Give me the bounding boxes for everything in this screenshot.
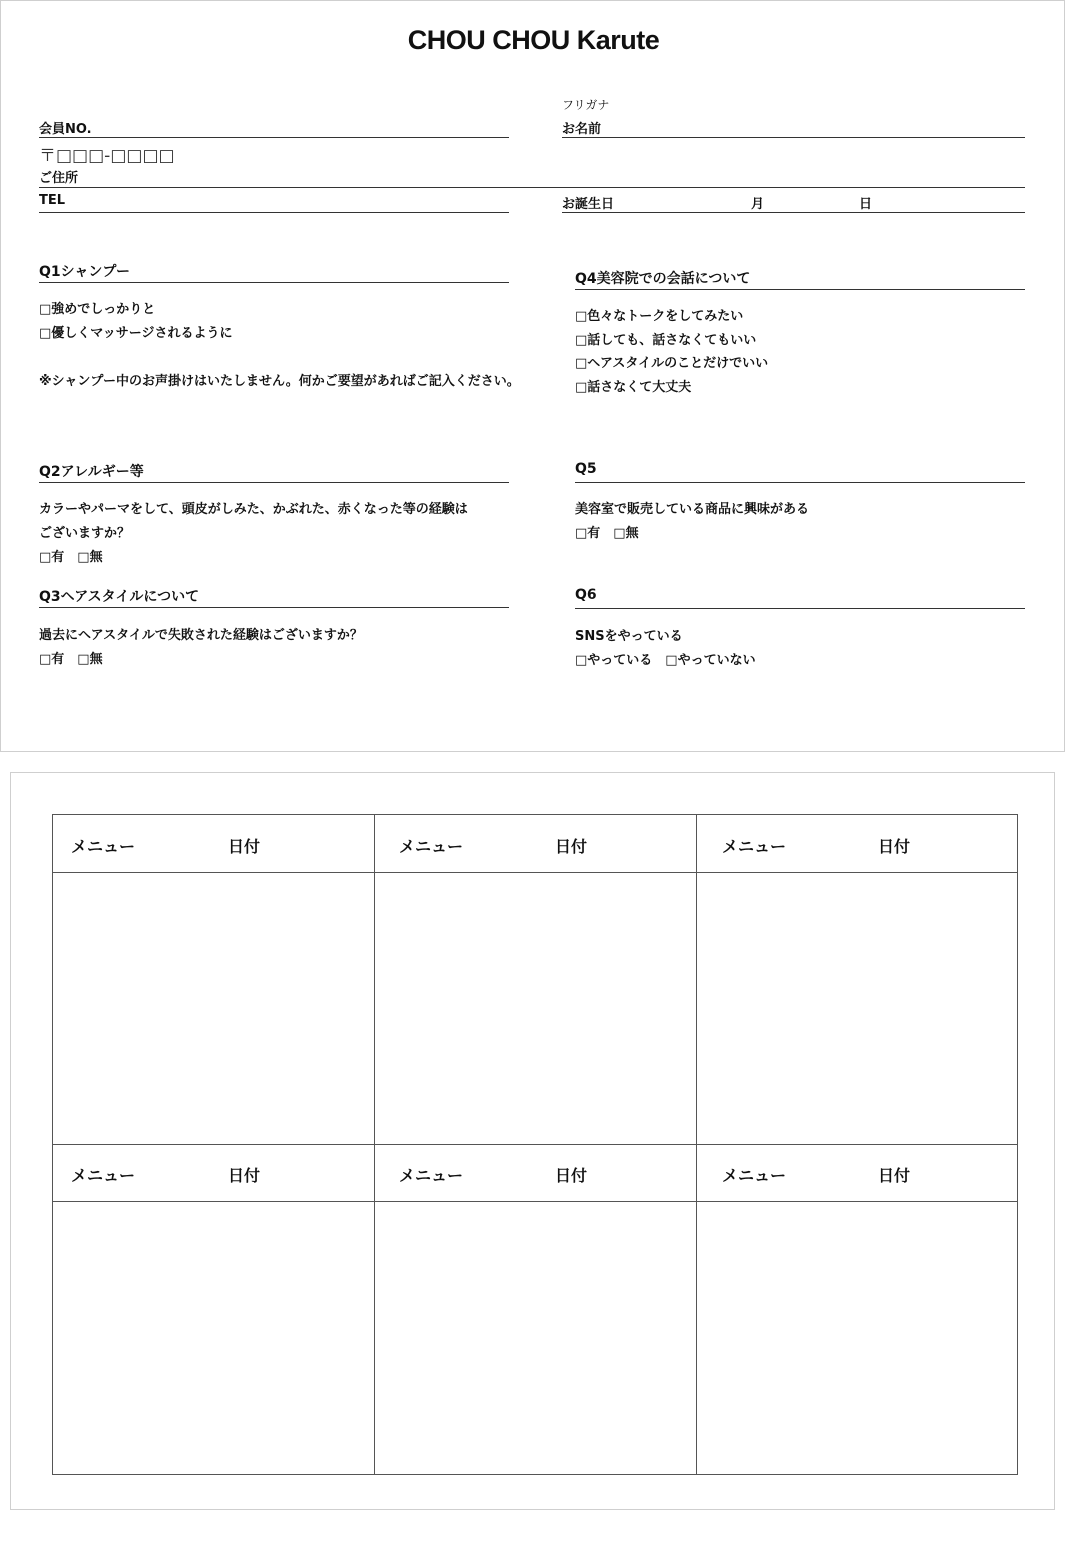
- q4-heading: Q4美容院での会話について: [575, 271, 751, 287]
- q2-question-line1: カラーやパーマをして、頭皮がしみた、かぶれた、赤くなった等の経験は: [39, 502, 468, 517]
- record-5-menu-label: メニュー: [399, 1166, 464, 1185]
- q5-answer-checkboxes[interactable]: □有 □無: [575, 526, 639, 541]
- form-title: CHOU CHOU Karute: [407, 25, 660, 55]
- record-2-menu-label: メニュー: [399, 837, 464, 856]
- record-3-notes-area[interactable]: [697, 873, 1017, 1144]
- q4-option-no-talk[interactable]: □話さなくて大丈夫: [575, 380, 692, 395]
- birthday-month-label: 月: [751, 197, 765, 212]
- q1-divider: [39, 282, 509, 283]
- record-2-date-label: 日付: [555, 837, 588, 856]
- visit-records-sheet: [10, 772, 1055, 1510]
- q6-heading: Q6: [575, 587, 597, 603]
- birthday-field[interactable]: [562, 212, 1025, 213]
- q5-question: 美容室で販売している商品に興味がある: [575, 502, 810, 517]
- q3-question: 過去にヘアスタイルで失敗された経験はございますか？: [39, 628, 363, 643]
- karute-form-sheet: [0, 0, 1065, 752]
- name-label: お名前: [562, 122, 602, 137]
- record-3-menu-label: メニュー: [722, 837, 787, 856]
- record-6-menu-label: メニュー: [722, 1166, 787, 1185]
- visit-records-grid: [52, 814, 1018, 1475]
- q3-divider: [39, 607, 509, 608]
- q1-note: ※シャンプー中のお声掛けはいたしません。何かご要望があればご記入ください。: [39, 374, 520, 389]
- q1-option-strong[interactable]: □強めでしっかりと: [39, 302, 156, 317]
- q3-heading: Q3ヘアスタイルについて: [39, 589, 200, 605]
- record-1-notes-area[interactable]: [53, 873, 374, 1144]
- record-1-menu-label: メニュー: [71, 837, 136, 856]
- record-4-notes-area[interactable]: [53, 1202, 374, 1474]
- record-5-date-label: 日付: [555, 1166, 588, 1185]
- address-field[interactable]: [39, 187, 1025, 188]
- record-4-menu-label: メニュー: [71, 1166, 136, 1185]
- record-1-date-label: 日付: [228, 837, 261, 856]
- record-6-date-label: 日付: [878, 1166, 911, 1185]
- record-2-notes-area[interactable]: [375, 873, 696, 1144]
- record-6-notes-area[interactable]: [697, 1202, 1017, 1474]
- member-no-label: 会員NO.: [39, 122, 92, 137]
- name-field[interactable]: [562, 137, 1025, 138]
- q4-option-talk[interactable]: □色々なトークをしてみたい: [575, 309, 744, 324]
- postal-code-label: 〒□□□-□□□□: [39, 146, 175, 166]
- q6-answer-checkboxes[interactable]: □やっている □やっていない: [575, 653, 756, 668]
- q4-option-either[interactable]: □話しても、話さなくてもいい: [575, 333, 757, 348]
- record-4-date-label: 日付: [228, 1166, 261, 1185]
- q2-heading: Q2アレルギー等: [39, 464, 144, 480]
- q1-option-gentle[interactable]: □優しくマッサージされるように: [39, 326, 233, 341]
- q5-heading: Q5: [575, 461, 597, 477]
- record-3-date-label: 日付: [878, 837, 911, 856]
- q5-divider: [575, 482, 1025, 483]
- member-no-field[interactable]: [39, 137, 509, 138]
- record-5-notes-area[interactable]: [375, 1202, 696, 1474]
- q2-question-line2: ございますか？: [39, 526, 131, 541]
- address-label: ご住所: [39, 171, 79, 186]
- tel-field[interactable]: [39, 212, 509, 213]
- q4-divider: [575, 289, 1025, 290]
- q4-option-hairstyle-only[interactable]: □ヘアスタイルのことだけでいい: [575, 356, 769, 371]
- birthday-label: お誕生日: [562, 197, 615, 212]
- q6-divider: [575, 608, 1025, 609]
- furigana-label: フリガナ: [562, 98, 610, 112]
- q1-heading: Q1シャンプー: [39, 264, 130, 280]
- tel-label: TEL: [39, 193, 66, 208]
- grid-row-divider: [53, 1144, 1017, 1145]
- q3-answer-checkboxes[interactable]: □有 □無: [39, 652, 103, 667]
- q6-question: SNSをやっている: [575, 629, 683, 644]
- q2-answer-checkboxes[interactable]: □有 □無: [39, 550, 103, 565]
- birthday-day-label: 日: [859, 197, 873, 212]
- q2-divider: [39, 482, 509, 483]
